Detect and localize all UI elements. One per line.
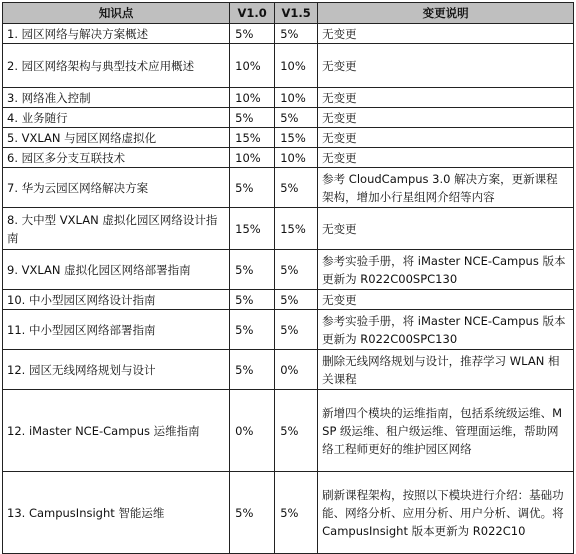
cell-v10: 5% <box>230 310 275 350</box>
table-row <box>3 88 574 108</box>
cell-v15: 5% <box>275 310 318 350</box>
cell-v15: 5% <box>275 290 318 310</box>
cell-v15: 10% <box>275 88 318 108</box>
cell-v15: 0% <box>275 350 318 390</box>
cell-note: 无变更 <box>318 108 574 128</box>
cell-v15: 10% <box>275 148 318 168</box>
cell-v15: 5% <box>275 168 318 208</box>
cell-note: 参考实验手册，将 iMaster NCE-Campus 版本更新为 R022C00SPC130 <box>318 310 574 350</box>
cell-v15: 5% <box>275 390 318 472</box>
table-row <box>3 44 574 88</box>
cell-v15: 15% <box>275 208 318 250</box>
table-row <box>3 128 574 148</box>
cell-note: 删除无线网络规划与设计，推荐学习 WLAN 相关课程 <box>318 350 574 390</box>
cell-v10: 10% <box>230 88 275 108</box>
header-v15: V1.5 <box>275 3 318 24</box>
cell-topic: 9. VXLAN 虚拟化园区网络部署指南 <box>3 250 230 290</box>
cell-topic: 2. 园区网络架构与典型技术应用概述 <box>3 44 230 88</box>
table-row <box>3 250 574 290</box>
cell-topic: 6. 园区多分支互联技术 <box>3 148 230 168</box>
table-row <box>3 168 574 208</box>
cell-note: 无变更 <box>318 88 574 108</box>
cell-note: 参考 CloudCampus 3.0 解决方案，更新课程架构，增加小行星组网介绍等内容 <box>318 168 574 208</box>
cell-note: 新增四个模块的运维指南，包括系统级运维、MSP 级运维、租户级运维、管理面运维，帮助网络工程师更好的维护园区网络 <box>318 390 574 472</box>
header-topic: 知识点 <box>3 3 230 24</box>
cell-v10: 5% <box>230 350 275 390</box>
cell-topic: 13. CampusInsight 智能运维 <box>3 472 230 554</box>
header-v10: V1.0 <box>230 3 275 24</box>
cell-topic: 5. VXLAN 与园区网络虚拟化 <box>3 128 230 148</box>
cell-v10: 5% <box>230 168 275 208</box>
table-row <box>3 24 574 44</box>
cell-v15: 5% <box>275 472 318 554</box>
cell-v10: 10% <box>230 148 275 168</box>
cell-v10: 0% <box>230 390 275 472</box>
cell-topic: 1. 园区网络与解决方案概述 <box>3 24 230 44</box>
cell-note: 无变更 <box>318 290 574 310</box>
change-table-container <box>2 2 574 554</box>
cell-note: 刷新课程架构，按照以下模块进行介绍：基础功能、网络分析、应用分析、用户分析、调优。将 CampusInsight 版本更新为 R022C10 <box>318 472 574 554</box>
table-row <box>3 472 574 554</box>
cell-v15: 5% <box>275 250 318 290</box>
cell-topic: 4. 业务随行 <box>3 108 230 128</box>
cell-v15: 5% <box>275 24 318 44</box>
cell-v10: 15% <box>230 128 275 148</box>
knowledge-change-table <box>2 2 574 554</box>
cell-note: 无变更 <box>318 148 574 168</box>
cell-v15: 15% <box>275 128 318 148</box>
cell-note: 无变更 <box>318 44 574 88</box>
cell-v10: 5% <box>230 108 275 128</box>
cell-v10: 5% <box>230 290 275 310</box>
cell-topic: 7. 华为云园区网络解决方案 <box>3 168 230 208</box>
table-row <box>3 390 574 472</box>
cell-v10: 15% <box>230 208 275 250</box>
cell-topic: 12. iMaster NCE-Campus 运维指南 <box>3 390 230 472</box>
cell-topic: 10. 中小型园区网络设计指南 <box>3 290 230 310</box>
cell-v10: 5% <box>230 250 275 290</box>
cell-v10: 5% <box>230 24 275 44</box>
cell-note: 无变更 <box>318 24 574 44</box>
cell-topic: 11. 中小型园区网络部署指南 <box>3 310 230 350</box>
cell-v10: 10% <box>230 44 275 88</box>
table-row <box>3 350 574 390</box>
cell-topic: 8. 大中型 VXLAN 虚拟化园区网络设计指南 <box>3 208 230 250</box>
cell-note: 无变更 <box>318 208 574 250</box>
table-row <box>3 310 574 350</box>
header-note: 变更说明 <box>318 3 574 24</box>
cell-note: 参考实验手册，将 iMaster NCE-Campus 版本更新为 R022C00SPC130 <box>318 250 574 290</box>
cell-v15: 5% <box>275 108 318 128</box>
table-row <box>3 148 574 168</box>
table-row <box>3 108 574 128</box>
cell-v15: 10% <box>275 44 318 88</box>
table-row <box>3 208 574 250</box>
cell-topic: 12. 园区无线网络规划与设计 <box>3 350 230 390</box>
table-row <box>3 290 574 310</box>
table-header-row <box>3 3 574 24</box>
cell-note: 无变更 <box>318 128 574 148</box>
cell-topic: 3. 网络准入控制 <box>3 88 230 108</box>
cell-v10: 5% <box>230 472 275 554</box>
